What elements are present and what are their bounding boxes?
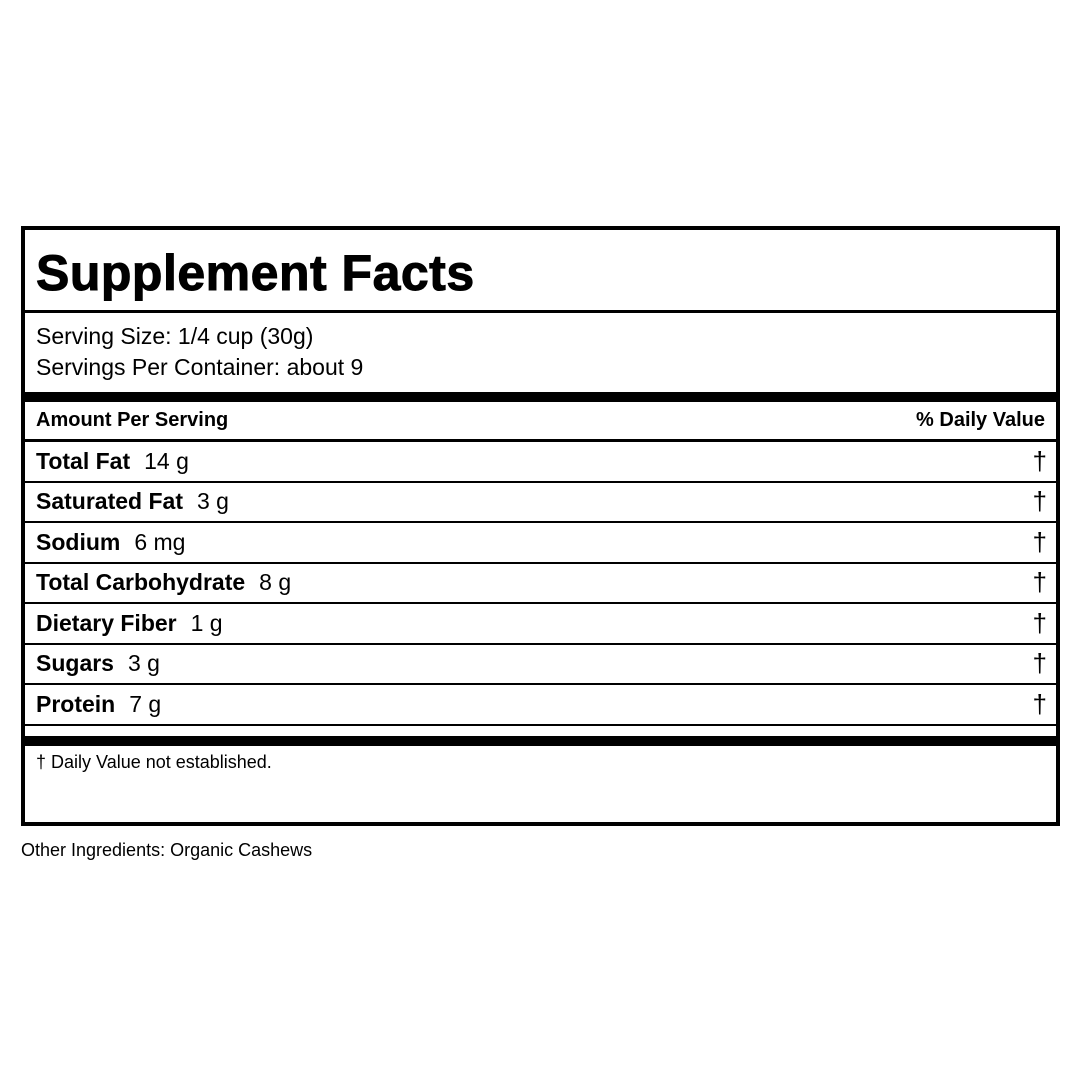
- nutrient-name: Sodium: [36, 528, 121, 555]
- nutrient-amount: 7 g: [129, 690, 162, 717]
- nutrient-amount: 3 g: [196, 488, 229, 515]
- nutrient-amount: 1 g: [190, 609, 223, 636]
- panel-title: Supplement Facts: [36, 245, 475, 301]
- nutrient-amount: 6 mg: [134, 528, 186, 555]
- nutrient-row-sodium: [25, 523, 1056, 564]
- nutrient-row-total-fat: [25, 442, 1056, 483]
- title-row: [25, 230, 1056, 313]
- nutrient-name: Total Fat: [36, 447, 131, 474]
- amount-per-serving-header: Amount Per Serving: [36, 409, 229, 431]
- supplement-facts-panel: [21, 226, 1060, 826]
- thick-divider: [25, 726, 1056, 746]
- nutrient-row-sugars: [25, 645, 1056, 686]
- nutrient-name: Dietary Fiber: [36, 609, 177, 636]
- nutrient-name: Total Carbohydrate: [36, 569, 246, 596]
- nutrient-amount: 3 g: [127, 650, 160, 677]
- daily-value-mark: †: [1032, 526, 1047, 557]
- servings-per-container: Servings Per Container: about 9: [36, 354, 364, 380]
- nutrient-name: Protein: [36, 690, 116, 717]
- nutrient-row-dietary-fiber: [25, 604, 1056, 645]
- nutrient-name: Saturated Fat: [36, 488, 183, 515]
- daily-value-mark: †: [1032, 688, 1047, 719]
- nutrient-row-total-carbohydrate: [25, 564, 1056, 605]
- daily-value-mark: †: [1032, 648, 1047, 679]
- daily-value-header: % Daily Value: [916, 409, 1045, 431]
- serving-size: Serving Size: 1/4 cup (30g): [36, 323, 314, 349]
- nutrient-row-protein: [25, 685, 1056, 726]
- daily-value-mark: †: [1032, 607, 1047, 638]
- nutrient-name: Sugars: [36, 650, 114, 677]
- nutrient-row-saturated-fat: [25, 483, 1056, 524]
- daily-value-mark: †: [1032, 445, 1047, 476]
- column-header-row: [25, 402, 1056, 442]
- footnote: † Daily Value not established.: [36, 751, 272, 772]
- serving-info: [25, 313, 1056, 402]
- nutrient-amount: 8 g: [259, 569, 292, 596]
- other-ingredients: Other Ingredients: Organic Cashews: [21, 840, 313, 860]
- daily-value-mark: †: [1032, 567, 1047, 598]
- nutrient-amount: 14 g: [144, 447, 189, 474]
- daily-value-mark: †: [1032, 486, 1047, 517]
